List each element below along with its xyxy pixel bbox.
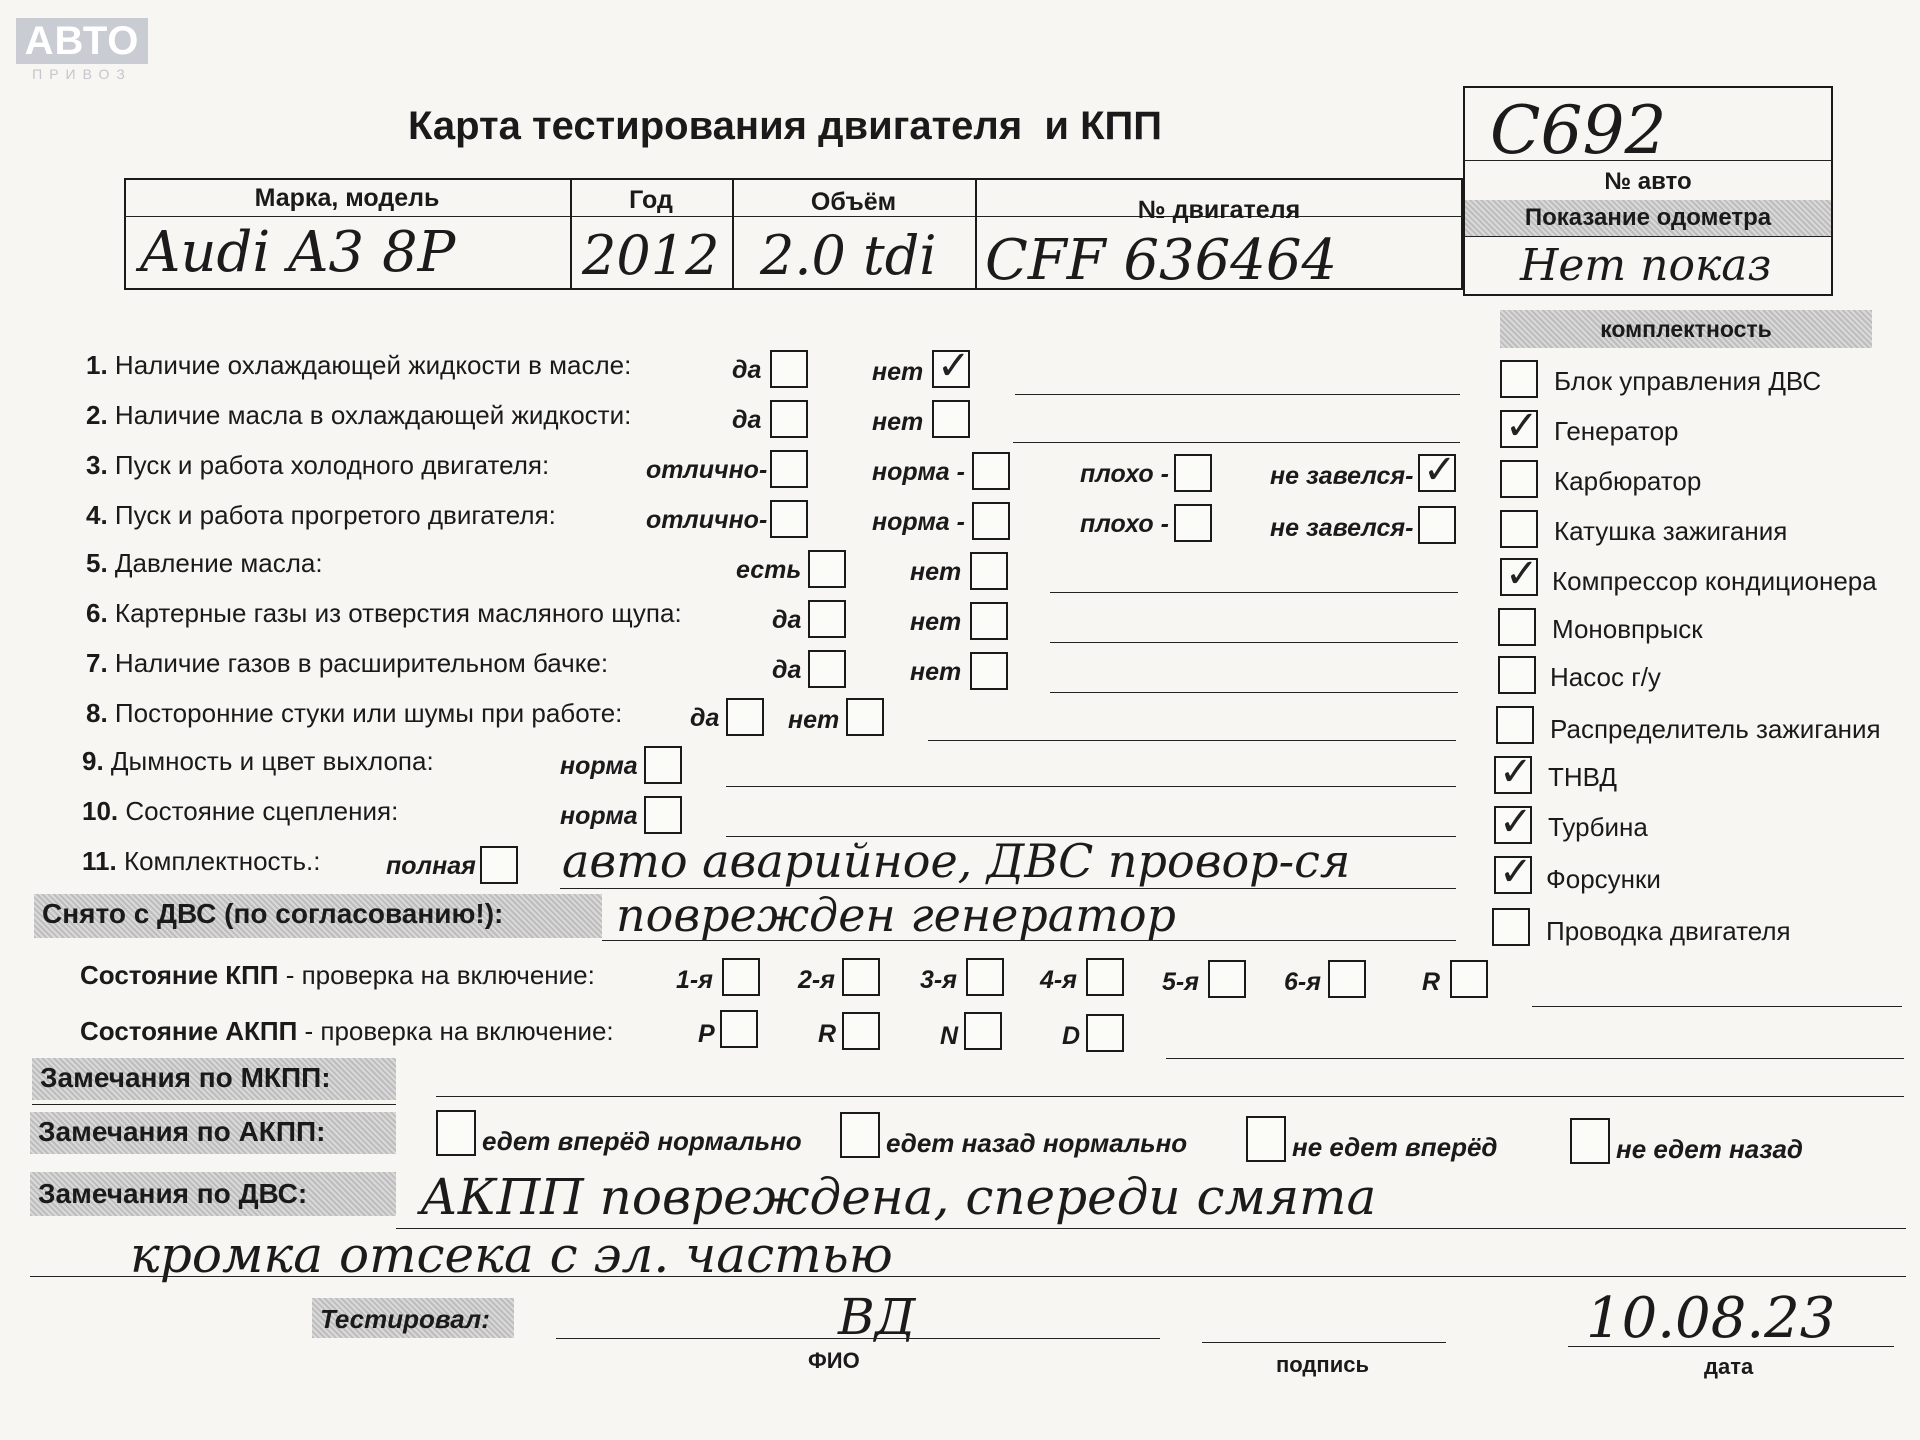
kpp-gear-2-checkbox[interactable] [842,958,880,996]
akpp-mode-p-label: P [698,1020,715,1048]
akpp-mode-d-label: D [1062,1022,1081,1050]
kpp-gear-6-label: 6-я [1284,968,1321,996]
row-2: 2. Наличие масла в охлаждающей жидкости: [86,400,632,430]
auto-number-label: № авто [1604,168,1692,195]
akpp-no-backward-checkbox[interactable] [1570,1118,1610,1164]
fio-value: ВД [838,1288,916,1346]
akpp-label: Состояние АКПП - проверка на включение: [80,1016,614,1046]
row-1: 1. Наличие охлаждающей жидкости в масле: [86,350,632,380]
check-mark-icon: ✓ [1505,403,1539,449]
completeness-carburetor-label: Карбюратор [1554,466,1702,496]
completeness-injection-pump-label: ТНВД [1548,762,1618,792]
completeness-injectors-checkbox[interactable] [1494,849,1533,895]
logo-subtitle: ПРИВОЗ [32,66,132,82]
row-2-opt-yes-label: да [732,406,762,434]
row-8-opt-yes-label: да [690,704,720,732]
completeness-injection-pump-checkbox[interactable] [1494,749,1533,795]
row-7: 7. Наличие газов в расширительном бачке: [86,648,609,678]
completeness-turbine-label: Турбина [1548,812,1648,842]
kpp-label: Состояние КПП - проверка на включение: [80,960,595,990]
removed-label: Снято с ДВС (по согласованию!): [42,898,504,929]
completeness-monoinjection-label: Моновпрыск [1552,614,1703,644]
kpp-gear-3-checkbox[interactable] [966,958,1004,996]
akpp-mode-n-label: N [940,1022,959,1050]
row-8-opt-no-label: нет [788,706,840,734]
kpp-gear-4-checkbox[interactable] [1086,958,1124,996]
check-mark-icon: ✓ [1499,799,1533,845]
akpp-mode-d-checkbox[interactable] [1086,1014,1124,1052]
akpp-mode-p-checkbox[interactable] [720,1010,758,1048]
check-mark-icon: ✓ [1499,749,1533,795]
row-3-opt-normal-checkbox[interactable] [972,452,1010,490]
dvs-remark-line-2: кромка отсека с эл. частью [130,1226,893,1284]
row-3-opt-normal-label: норма - [872,458,965,486]
row-8-opt-no-checkbox[interactable] [846,698,884,736]
volume-value: 2.0 tdi [760,224,937,287]
engine-number-header: № двигателя [1137,196,1301,224]
row-2-opt-no-label: нет [872,408,924,436]
akpp-backward-normal-label: едет назад нормально [886,1128,1188,1158]
completeness-ignition-coil-checkbox[interactable] [1500,510,1538,548]
row-7-opt-no-label: нет [910,658,962,686]
year-value: 2012 [582,224,720,287]
akpp-no-forward-label: не едет вперёд [1292,1132,1498,1162]
akpp-no-backward-label: не едет назад [1616,1134,1804,1164]
row-1-opt-no-checkbox[interactable] [932,343,971,389]
row-6-opt-no-checkbox[interactable] [970,602,1008,640]
akpp-no-forward-checkbox[interactable] [1246,1116,1286,1162]
year-header: Год [629,186,673,214]
row-3-opt-bad-label: плохо - [1080,460,1169,488]
akpp-mode-r-label: R [818,1020,837,1048]
kpp-gear-r-label: R [1422,968,1441,996]
dvs-remark-line-1: АКПП повреждена, спереди смята [420,1168,1377,1226]
row-6-opt-yes-checkbox[interactable] [808,600,846,638]
completeness-note: авто аварийное, ДВС провор-ся [562,834,1351,888]
auto-number-value: C692 [1490,92,1667,169]
row-5-opt-yes-checkbox[interactable] [808,550,846,588]
completeness-ecu-checkbox[interactable] [1500,360,1538,398]
row-9: 9. Дымность и цвет выхлопа: [82,746,434,776]
kpp-gear-3-label: 3-я [920,966,957,994]
completeness-distributor-checkbox[interactable] [1496,706,1534,744]
row-11-opt-full-label: полная [386,852,476,880]
akpp-remarks-label: Замечания по АКПП: [38,1116,326,1147]
row-2-opt-no-checkbox[interactable] [932,400,970,438]
row-1-opt-yes-checkbox[interactable] [770,350,808,388]
row-10-opt-normal-label: норма [560,802,638,830]
make-value: Audi A3 8P [140,220,456,285]
date-label: дата [1704,1354,1754,1379]
logo: АВТО [16,18,148,64]
row-4-opt-excellent-label: отлично- [646,506,768,534]
row-8-opt-yes-checkbox[interactable] [726,698,764,736]
row-3: 3. Пуск и работа холодного двигателя: [86,450,550,480]
row-8: 8. Посторонние стуки или шумы при работе: [86,698,623,728]
check-mark-icon: ✓ [1423,447,1457,493]
completeness-ac-compressor-checkbox[interactable] [1500,551,1539,597]
completeness-generator-checkbox[interactable] [1500,403,1539,449]
row-4-opt-excellent-checkbox[interactable] [770,500,808,538]
row-3-opt-excellent-label: отлично- [646,456,768,484]
volume-header: Объём [810,188,897,216]
completeness-injectors-label: Форсунки [1546,864,1661,894]
completeness-distributor-label: Распределитель зажигания [1550,714,1881,744]
row-3-opt-excellent-checkbox[interactable] [770,450,808,488]
row-4-opt-no-start-checkbox[interactable] [1418,506,1456,544]
make-header: Марка, модель [254,184,440,212]
row-5-opt-yes-label: есть [736,556,802,584]
fio-label: ФИО [808,1348,860,1373]
completeness-turbine-checkbox[interactable] [1494,799,1533,845]
row-6-opt-no-label: нет [910,608,962,636]
mkpp-remarks-label: Замечания по МКПП: [40,1062,331,1093]
row-4: 4. Пуск и работа прогретого двигателя: [86,500,556,530]
completeness-ps-pump-checkbox[interactable] [1498,656,1536,694]
row-3-opt-bad-checkbox[interactable] [1174,454,1212,492]
akpp-mode-r-checkbox[interactable] [842,1012,880,1050]
completeness-carburetor-checkbox[interactable] [1500,460,1538,498]
kpp-gear-6-checkbox[interactable] [1328,960,1366,998]
check-mark-icon: ✓ [1505,551,1539,597]
odometer-label: Показание одометра [1524,204,1772,231]
akpp-forward-normal-checkbox[interactable] [436,1110,476,1156]
row-11-opt-full-checkbox[interactable] [480,846,518,884]
row-4-opt-bad-label: плохо - [1080,510,1169,538]
check-mark-icon: ✓ [1499,849,1533,895]
kpp-gear-2-label: 2-я [798,966,835,994]
engine-number-value: CFF 636464 [985,228,1338,293]
completeness-title: комплектность [1600,316,1772,342]
row-5-opt-no-checkbox[interactable] [970,552,1008,590]
signature-label: подпись [1276,1352,1369,1377]
row-9-opt-normal-checkbox[interactable] [644,746,682,784]
completeness-wiring-label: Проводка двигателя [1546,916,1791,946]
completeness-wiring-checkbox[interactable] [1492,908,1530,946]
date-value: 10.08.23 [1586,1286,1836,1351]
row-7-opt-yes-checkbox[interactable] [808,650,846,688]
kpp-gear-r-checkbox[interactable] [1450,960,1488,998]
row-4-opt-normal-checkbox[interactable] [972,502,1010,540]
row-6-opt-yes-label: да [772,606,802,634]
akpp-forward-normal-label: едет вперёд нормально [482,1126,802,1156]
akpp-backward-normal-checkbox[interactable] [840,1112,880,1158]
tested-label: Тестировал: [320,1304,490,1334]
completeness-ignition-coil-label: Катушка зажигания [1554,516,1788,546]
completeness-ac-compressor-label: Компрессор кондиционера [1552,566,1877,596]
row-3-opt-no-start-label: не завелся- [1270,462,1414,490]
row-3-opt-no-start-checkbox[interactable] [1418,447,1457,493]
kpp-gear-5-label: 5-я [1162,968,1199,996]
row-9-opt-normal-label: норма [560,752,638,780]
row-5: 5. Давление масла: [86,548,323,578]
row-4-opt-no-start-label: не завелся- [1270,514,1414,542]
row-11: 11. Комплектность.: [82,846,321,876]
completeness-monoinjection-checkbox[interactable] [1498,608,1536,646]
kpp-gear-1-label: 1-я [676,966,713,994]
row-1-opt-no-label: нет [872,358,924,386]
kpp-gear-4-label: 4-я [1040,966,1077,994]
row-7-opt-yes-label: да [772,656,802,684]
row-10: 10. Состояние сцепления: [82,796,399,826]
odometer-value: Нет показ [1520,240,1772,291]
row-4-opt-bad-checkbox[interactable] [1174,504,1212,542]
check-mark-icon: ✓ [937,343,971,389]
kpp-gear-1-checkbox[interactable] [722,958,760,996]
row-10-opt-normal-checkbox[interactable] [644,796,682,834]
akpp-mode-n-checkbox[interactable] [964,1012,1002,1050]
kpp-gear-5-checkbox[interactable] [1208,960,1246,998]
row-6: 6. Картерные газы из отверстия масляного щупа: [86,598,682,628]
row-4-opt-normal-label: норма - [872,508,965,536]
row-1-opt-yes-label: да [732,356,762,384]
removed-note: поврежден генератор [616,888,1176,942]
completeness-generator-label: Генератор [1554,416,1679,446]
row-7-opt-no-checkbox[interactable] [970,652,1008,690]
completeness-ecu-label: Блок управления ДВС [1554,366,1822,396]
row-2-opt-yes-checkbox[interactable] [770,400,808,438]
completeness-ps-pump-label: Насос г/у [1550,662,1661,692]
row-5-opt-no-label: нет [910,558,962,586]
page-title: Карта тестирования двигателя и КПП [408,104,1163,148]
dvs-remarks-label: Замечания по ДВС: [38,1178,308,1209]
